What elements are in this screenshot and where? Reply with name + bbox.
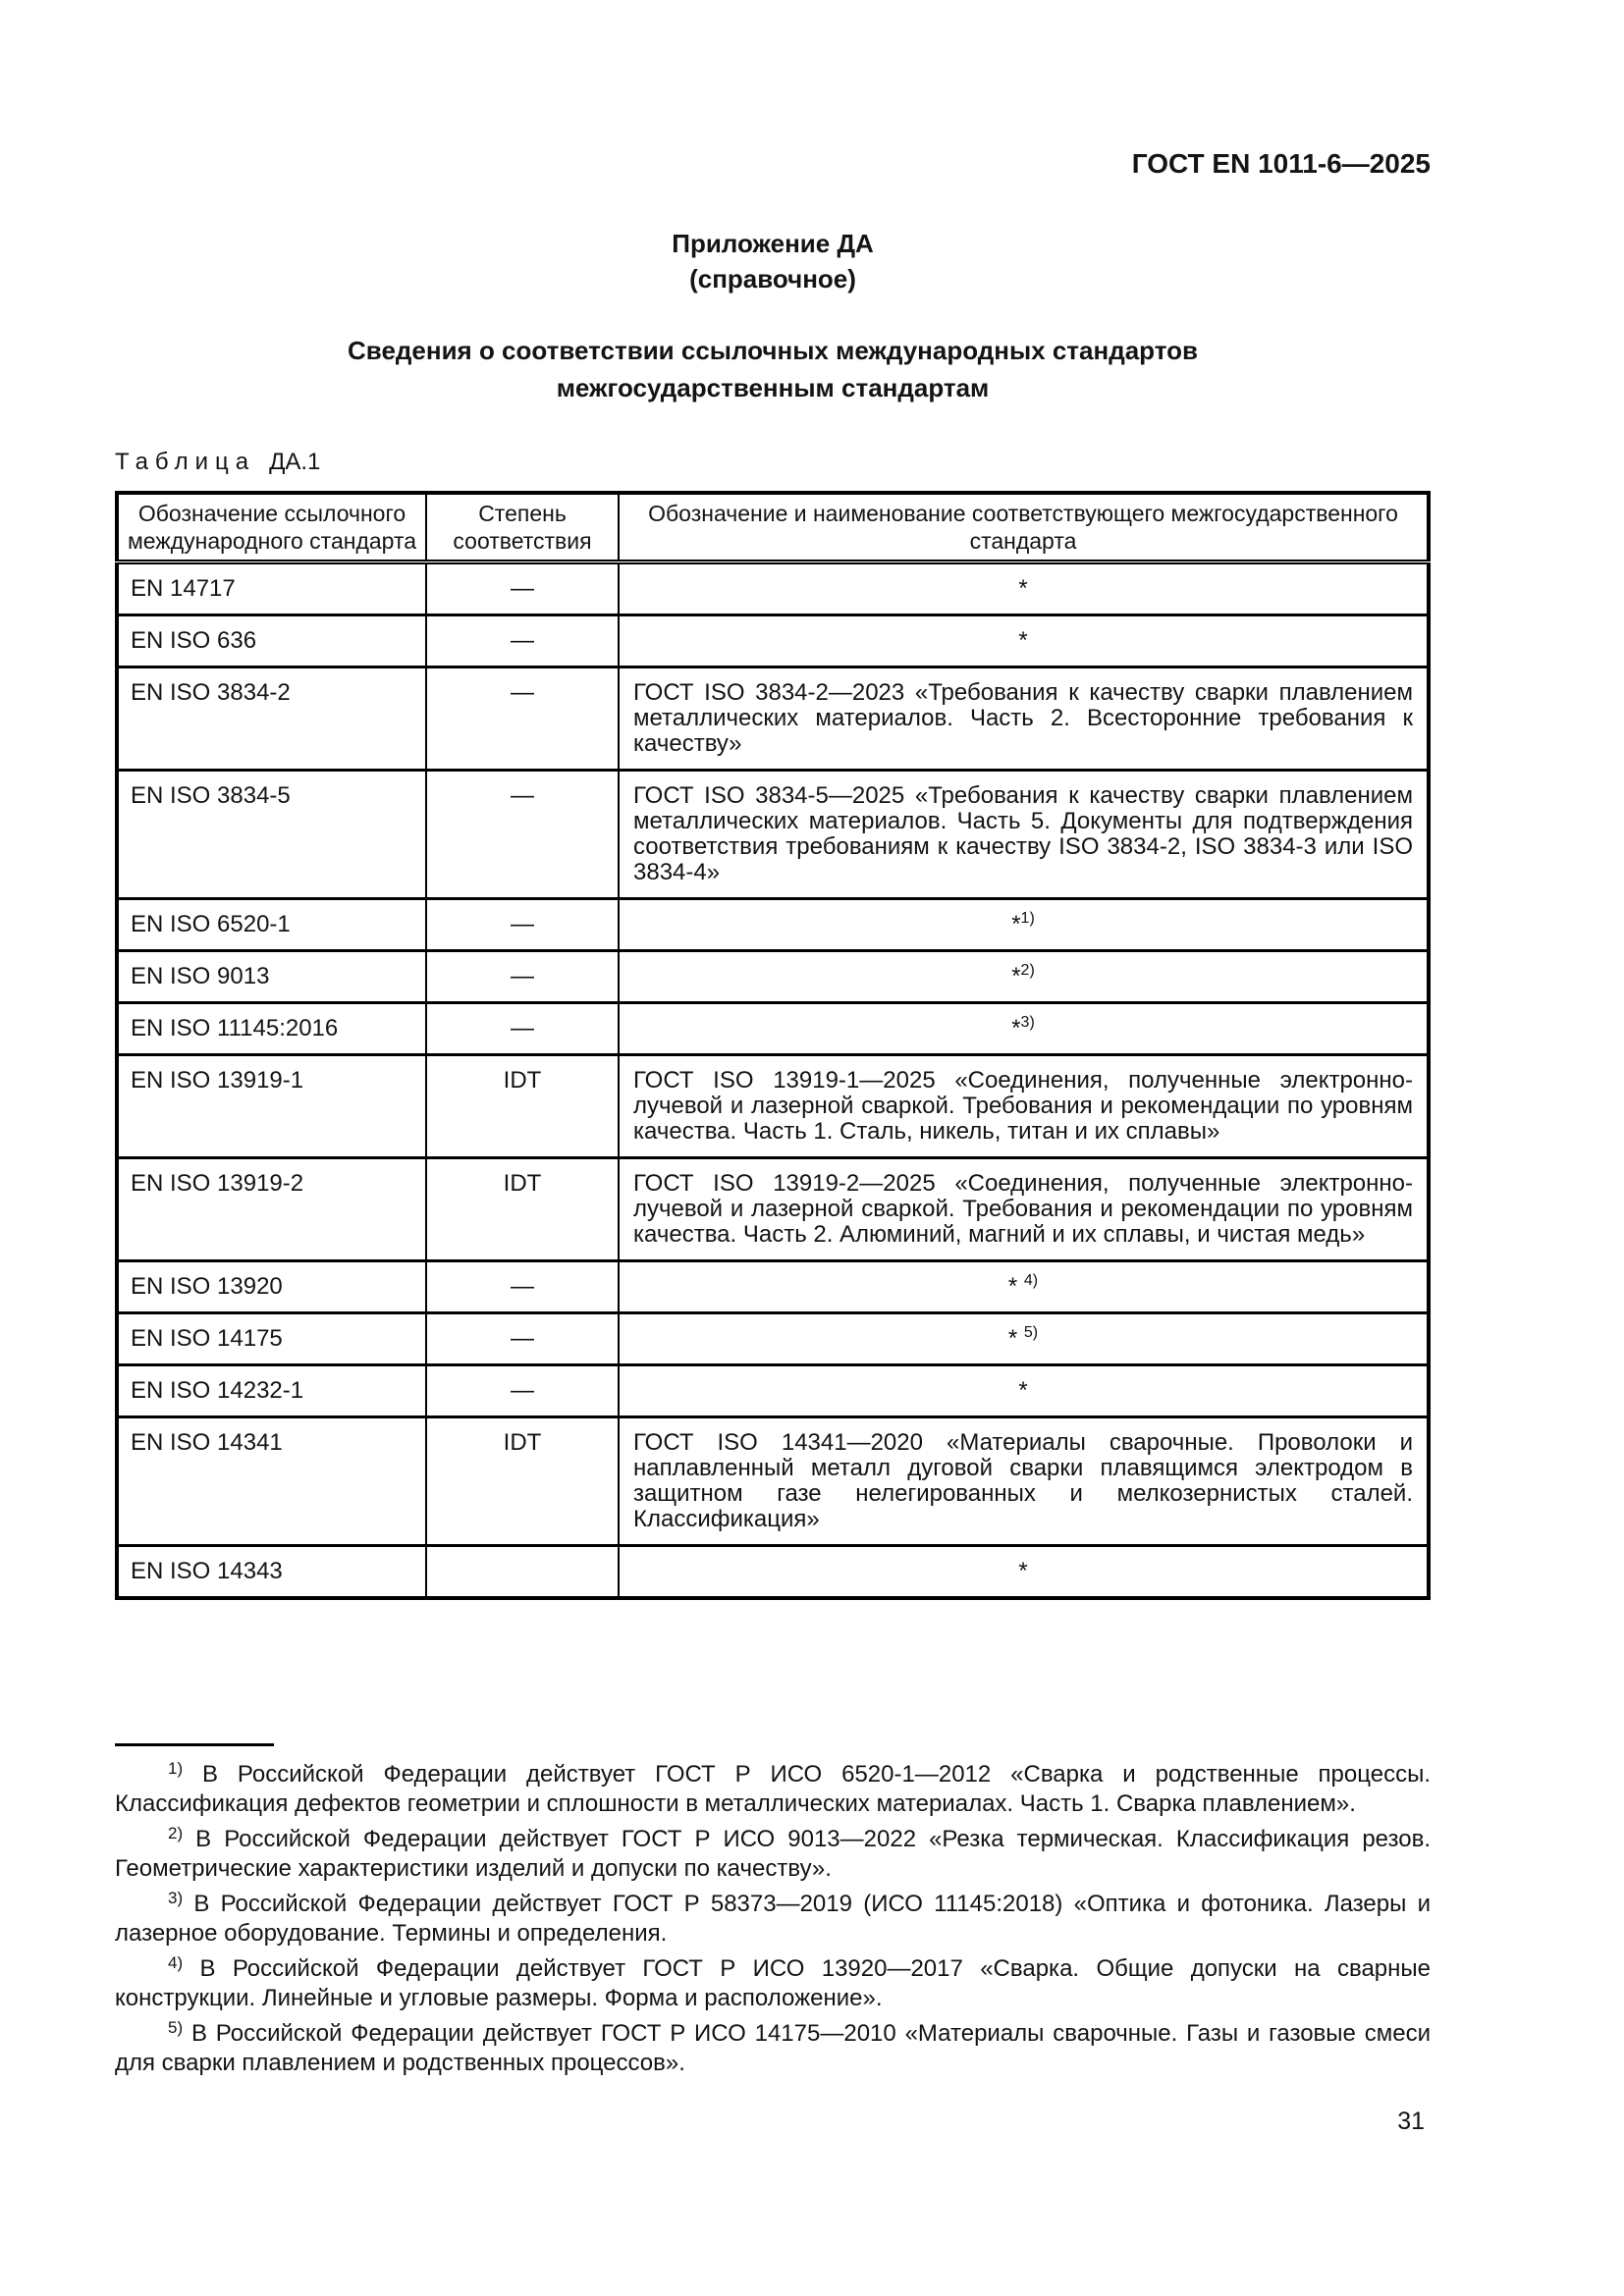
cell-correspondence-degree: IDT <box>426 1158 619 1261</box>
table-row <box>117 771 1429 899</box>
footnote-item <box>115 1954 1431 2013</box>
table-header-row <box>117 493 1429 562</box>
asterisk-mark: * <box>1011 963 1021 989</box>
footnote-text: В Российской Федерации действует ГОСТ Р ИСО 6520-1—2012 «Сварка и родственные процессы. Классификация дефектов геометрии и сплошности в металлических материалах. Часть 1. Сварка плавлением». <box>115 1761 1431 1817</box>
cell-correspondence-degree: — <box>426 667 619 771</box>
cell-interstate-standard <box>619 1003 1429 1055</box>
cell-interstate-standard <box>619 1261 1429 1313</box>
cell-correspondence-degree <box>426 1546 619 1599</box>
table-row <box>117 951 1429 1003</box>
table-header <box>117 493 1429 562</box>
cell-correspondence-degree: — <box>426 562 619 615</box>
footnote-item <box>115 1890 1431 1949</box>
col-header-reference-standard: Обозначение ссылочного международного стандарта <box>117 493 426 562</box>
cell-interstate-standard: ГОСТ ISO 3834-5—2025 «Требования к качеству сварки плавлением металлических материалов. Часть 5. Документы для подтверждения соответствия требованиям к качеству ISO 3834-2, ISO 3834-3 или ISO 3834-4» <box>619 771 1429 899</box>
cell-correspondence-degree: — <box>426 899 619 951</box>
table-row <box>117 1546 1429 1599</box>
cell-reference-standard: EN ISO 14232-1 <box>117 1365 426 1417</box>
cell-correspondence-degree: — <box>426 1003 619 1055</box>
cell-correspondence-degree: — <box>426 771 619 899</box>
table-row <box>117 1003 1429 1055</box>
cell-interstate-standard: ГОСТ ISO 14341—2020 «Материалы сварочные. Проволоки и наплавленный металл дуговой сварки плавящимся электродом в защитном газе нелегированных и мелкозернистых сталей. Классификация» <box>619 1417 1429 1546</box>
table-row <box>117 1365 1429 1417</box>
cell-reference-standard: EN ISO 3834-2 <box>117 667 426 771</box>
table-row <box>117 615 1429 667</box>
section-title-line2: межгосударственным стандартам <box>556 373 990 402</box>
table-caption-word: Таблица <box>115 449 256 475</box>
asterisk-mark: * <box>1018 575 1028 602</box>
cell-correspondence-degree: IDT <box>426 1417 619 1546</box>
table-row <box>117 1313 1429 1365</box>
footnote-text: В Российской Федерации действует ГОСТ Р ИСО 14175—2010 «Материалы сварочные. Газы и газовые смеси для сварки плавлением и родственных процессов». <box>115 2020 1431 2076</box>
footnote-number: 5) <box>168 2018 184 2037</box>
cell-correspondence-degree: — <box>426 1261 619 1313</box>
cell-correspondence-degree: — <box>426 951 619 1003</box>
cell-reference-standard: EN ISO 3834-5 <box>117 771 426 899</box>
table-row <box>117 1261 1429 1313</box>
footnote-number: 1) <box>168 1759 184 1778</box>
col-header-interstate-standard: Обозначение и наименование соответствующего межгосударственного стандарта <box>619 493 1429 562</box>
footnote-text: В Российской Федерации действует ГОСТ Р ИСО 9013—2022 «Резка термическая. Классификация резов. Геометрические характеристики изделий и допуски по качеству». <box>115 1826 1431 1882</box>
cell-correspondence-degree: — <box>426 1365 619 1417</box>
table-row <box>117 1417 1429 1546</box>
cell-interstate-standard: ГОСТ ISO 3834-2—2023 «Требования к качеству сварки плавлением металлических материалов. Часть 2. Всесторонние требования к качеству» <box>619 667 1429 771</box>
table-row <box>117 1158 1429 1261</box>
cell-interstate-standard <box>619 1365 1429 1417</box>
table-body <box>117 562 1429 1599</box>
asterisk-mark: * <box>1007 1273 1024 1300</box>
footnote-number: 2) <box>168 1824 184 1842</box>
asterisk-mark: * <box>1018 627 1028 654</box>
cell-reference-standard: EN ISO 9013 <box>117 951 426 1003</box>
table-row <box>117 562 1429 615</box>
cell-interstate-standard <box>619 1546 1429 1599</box>
appendix-block <box>115 226 1431 296</box>
appendix-title: Приложение ДА <box>672 229 874 258</box>
footnote-number: 4) <box>168 1953 184 1972</box>
footnote-marker: 3) <box>1020 1014 1035 1031</box>
page-number: 31 <box>1397 2108 1425 2135</box>
cell-correspondence-degree: — <box>426 615 619 667</box>
cell-interstate-standard <box>619 899 1429 951</box>
cell-interstate-standard <box>619 615 1429 667</box>
correspondence-table <box>115 491 1431 1600</box>
footnote-item <box>115 1760 1431 1819</box>
footnote-marker: 4) <box>1023 1272 1039 1289</box>
cell-reference-standard: EN ISO 14341 <box>117 1417 426 1546</box>
asterisk-mark: * <box>1011 1015 1021 1041</box>
cell-interstate-standard: ГОСТ ISO 13919-2—2025 «Соединения, полученные электронно-лучевой и лазерной сваркой. Требования и рекомендации по уровням качества. Часть 2. Алюминий, магний и их сплавы, и чистая медь» <box>619 1158 1429 1261</box>
table-caption-number: ДА.1 <box>269 449 321 475</box>
cell-reference-standard: EN ISO 636 <box>117 615 426 667</box>
appendix-type: (справочное) <box>689 264 856 294</box>
doc-code-header: ГОСТ EN 1011-6—2025 <box>1131 148 1431 179</box>
cell-reference-standard: EN ISO 14343 <box>117 1546 426 1599</box>
footnote-item <box>115 1825 1431 1884</box>
cell-reference-standard: EN ISO 11145:2016 <box>117 1003 426 1055</box>
footnotes-block <box>115 1760 1431 2078</box>
cell-interstate-standard <box>619 562 1429 615</box>
col-header-correspondence-degree: Степень соответствия <box>426 493 619 562</box>
asterisk-mark: * <box>1007 1325 1024 1352</box>
footnote-marker: 2) <box>1020 962 1035 979</box>
footnote-separator-rule <box>115 1743 274 1746</box>
footnote-marker: 1) <box>1020 910 1035 927</box>
cell-interstate-standard <box>619 951 1429 1003</box>
cell-reference-standard: EN ISO 13919-1 <box>117 1055 426 1158</box>
footnote-item <box>115 2019 1431 2078</box>
table-row <box>117 667 1429 771</box>
table-row <box>117 1055 1429 1158</box>
cell-reference-standard: EN ISO 14175 <box>117 1313 426 1365</box>
section-title <box>115 332 1431 406</box>
page-content <box>115 0 1431 2136</box>
footnote-text: В Российской Федерации действует ГОСТ Р 58373—2019 (ИСО 11145:2018) «Оптика и фотоника. Лазеры и лазерное оборудование. Термины и определения. <box>115 1891 1431 1947</box>
cell-reference-standard: EN 14717 <box>117 562 426 615</box>
cell-reference-standard: EN ISO 6520-1 <box>117 899 426 951</box>
cell-interstate-standard <box>619 1313 1429 1365</box>
table-caption <box>115 450 1431 475</box>
footnote-text: В Российской Федерации действует ГОСТ Р ИСО 13920—2017 «Сварка. Общие допуски на сварные конструкции. Линейные и угловые размеры. Форма и расположение». <box>115 1955 1432 2011</box>
cell-reference-standard: EN ISO 13920 <box>117 1261 426 1313</box>
section-title-line1: Сведения о соответствии ссылочных международных стандартов <box>348 336 1198 365</box>
asterisk-mark: * <box>1018 1558 1028 1584</box>
cell-correspondence-degree: — <box>426 1313 619 1365</box>
asterisk-mark: * <box>1018 1377 1028 1404</box>
table-row <box>117 899 1429 951</box>
cell-interstate-standard: ГОСТ ISO 13919-1—2025 «Соединения, полученные электронно-лучевой и лазерной сваркой. Требования и рекомендации по уровням качества. Часть 1. Сталь, никель, титан и их сплавы» <box>619 1055 1429 1158</box>
asterisk-mark: * <box>1011 911 1021 937</box>
cell-reference-standard: EN ISO 13919-2 <box>117 1158 426 1261</box>
cell-correspondence-degree: IDT <box>426 1055 619 1158</box>
footnote-marker: 5) <box>1023 1324 1039 1341</box>
footnote-number: 3) <box>168 1889 184 1907</box>
